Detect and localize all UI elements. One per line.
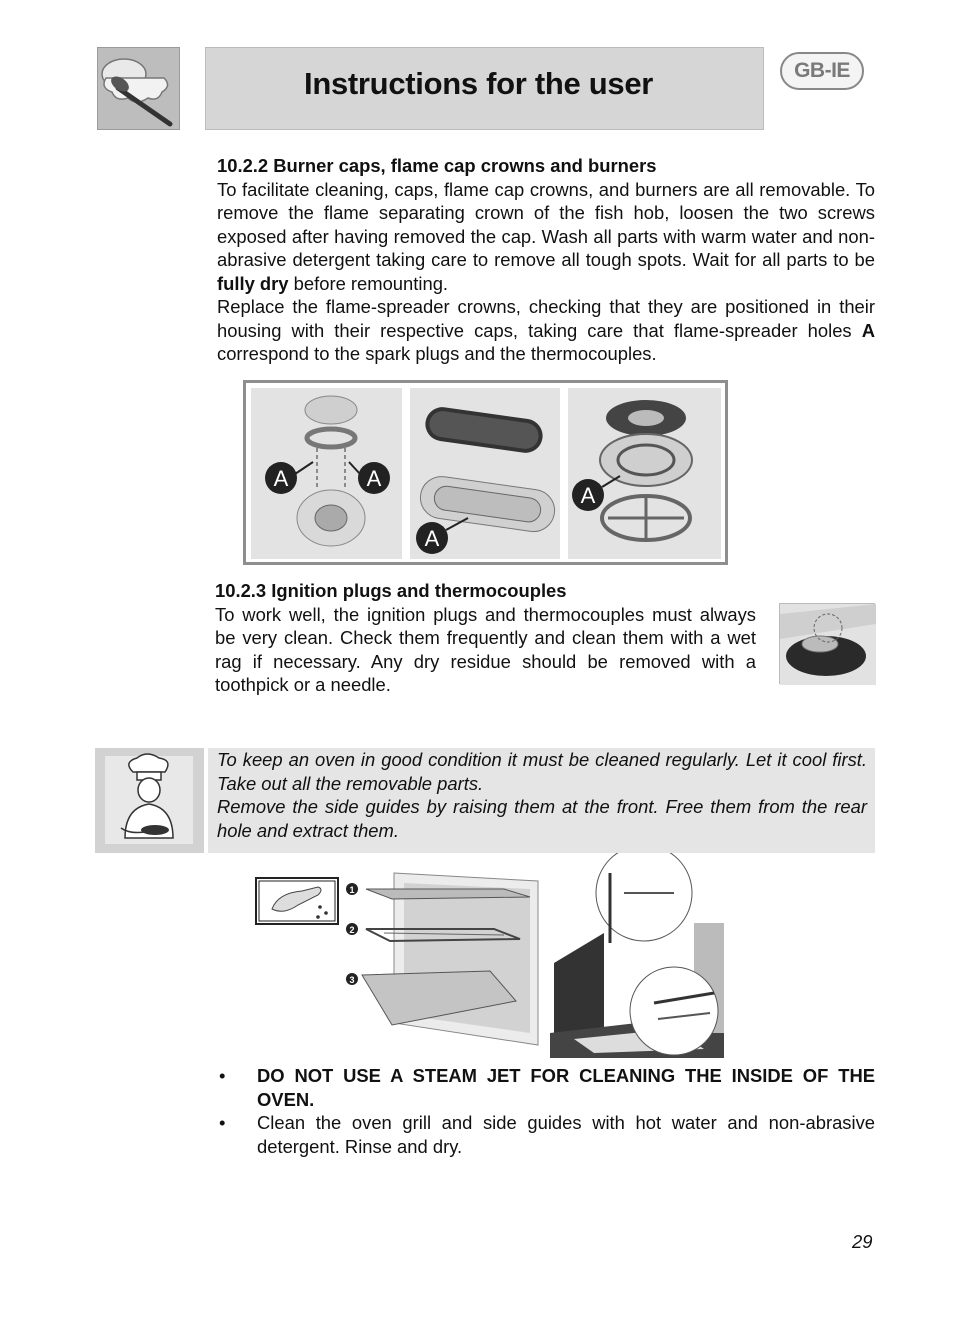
bold-text: A bbox=[861, 319, 875, 341]
thermocouple-illustration bbox=[780, 604, 876, 685]
chef-hat-spoon-icon bbox=[98, 48, 181, 131]
fish-burner-illustration bbox=[410, 388, 560, 559]
step-number: 2 bbox=[349, 925, 355, 935]
note-line: To keep an oven in good condition it must be cleaned regularly. Let it cool first. Take out all the removable parts. bbox=[217, 749, 867, 794]
section-ignition-plugs bbox=[215, 579, 756, 697]
list-item-text: DO NOT USE A STEAM JET FOR CLEANING THE INSIDE OF THE OVEN. bbox=[257, 1065, 875, 1110]
page-number: 29 bbox=[852, 1231, 873, 1252]
bullet-glyph: • bbox=[219, 1112, 226, 1133]
paragraph bbox=[217, 178, 875, 296]
text: Replace the flame-spreader crowns, checking that they are positioned in their housing with their respective caps, taking care that flame-spreader holes bbox=[217, 296, 875, 341]
header-logo bbox=[97, 47, 180, 130]
text: correspond to the spark plugs and the thermocouples. bbox=[217, 343, 657, 364]
list-item-text: Clean the oven grill and side guides with hot water and non-abrasive detergent. Rinse and dry. bbox=[257, 1112, 875, 1157]
ignition-plug-image bbox=[779, 603, 875, 684]
label-a: A bbox=[580, 483, 596, 508]
step-number: 3 bbox=[349, 975, 355, 985]
list-item bbox=[217, 1064, 875, 1111]
label-a: A bbox=[366, 466, 382, 491]
step-number: 1 bbox=[349, 885, 355, 895]
page-title: Instructions for the user bbox=[304, 66, 654, 101]
chef-icon bbox=[95, 748, 204, 853]
burner-figure bbox=[243, 380, 728, 565]
figure-panel-wok-burner bbox=[568, 388, 721, 559]
oven-parts-illustration bbox=[254, 853, 726, 1058]
note-line: Remove the side guides by raising them at the front. Free them from the rear hole and extract them. bbox=[217, 796, 867, 841]
paragraph bbox=[217, 295, 875, 366]
list-item bbox=[217, 1111, 875, 1158]
text: before remounting. bbox=[288, 272, 449, 294]
label-a: A bbox=[424, 526, 440, 551]
language-badge: GB-IE bbox=[780, 52, 864, 90]
header-bar bbox=[205, 47, 764, 130]
chef-note-icon bbox=[95, 748, 204, 853]
label-a: A bbox=[273, 466, 289, 491]
paragraph: To work well, the ignition plugs and thermocouples must always be very clean. Check them frequently and clean them with a wet rag if necessary. Any dry residue should be removed with a toothpick or a needle. bbox=[215, 603, 756, 695]
figure-panel-fish-burner bbox=[410, 388, 560, 559]
burner-parts-illustration bbox=[251, 388, 402, 559]
oven-figure bbox=[254, 853, 726, 1058]
bold-text: fully dry bbox=[217, 272, 289, 294]
oven-cleaning-note bbox=[208, 748, 875, 853]
section-burner-caps bbox=[217, 154, 875, 366]
bullet-list bbox=[217, 1064, 875, 1158]
figure-panel-burner-small bbox=[251, 388, 402, 559]
section-heading: 10.2.2 Burner caps, flame cap crowns and burners bbox=[217, 155, 657, 176]
wok-burner-illustration bbox=[568, 388, 721, 559]
section-heading: 10.2.3 Ignition plugs and thermocouples bbox=[215, 580, 567, 601]
text: To facilitate cleaning, caps, flame cap crowns, and burners are all removable. To remove the flame separating crown of the fish hob, loosen the two screws exposed after having removed the cap. Wash all parts with warm water and non-abrasive detergent taking care to remove all tough spots. Wait for all parts to be bbox=[217, 178, 875, 270]
bullet-glyph: • bbox=[219, 1065, 226, 1086]
